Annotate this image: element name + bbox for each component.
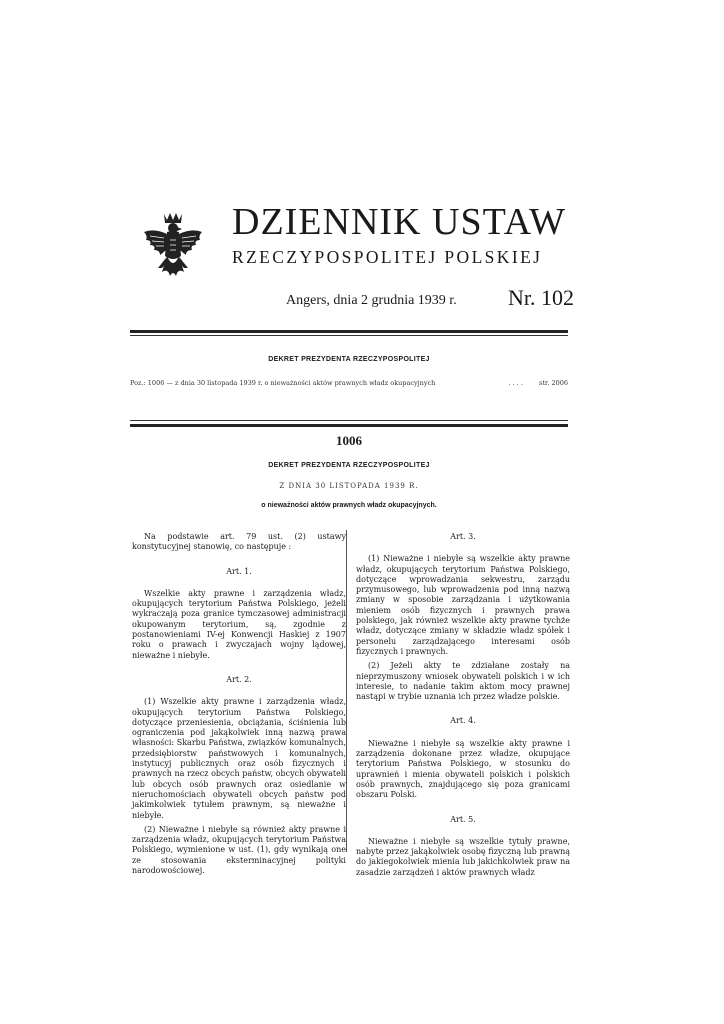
art3-heading: Art. 3. — [450, 532, 476, 541]
masthead-rule-thick — [130, 330, 568, 333]
contents-text: — z dnia 30 listopada 1939 r. o nieważności aktów prawnych władz okupacyjnych — [166, 379, 436, 387]
art2-heading: Art. 2. — [226, 674, 252, 684]
art3-paragraph-2: (2) Jeżeli akty te zdziałane zostały na nieprzymuszony wniosek obywateli polskich i w ich interesie, to nadanie takim aktom mocy prawnej nastąpi w trybie uznania ich przez władze polskie. — [356, 661, 570, 702]
polish-eagle-emblem-icon — [140, 210, 206, 288]
art5-text: Nieważne i niebyłe są wszelkie tytuły prawne, nabyte przez jakąkolwiek osobę fizyczną lub prawną do jakiegokolwiek mienia lub jakichkolwiek praw na zasadzie zarządzeń i aktów prawnych władz — [356, 836, 570, 877]
contents-leader: . . . . — [508, 379, 523, 387]
act-type: DEKRET PREZYDENTA RZECZYPOSPOLITEJ — [268, 462, 430, 469]
act-date: Z DNIA 30 LISTOPADA 1939 R. — [279, 482, 419, 490]
act-title: o nieważności aktów prawnych władz okupacyjnych. — [261, 502, 437, 509]
art1-heading: Art. 1. — [226, 566, 252, 576]
contents-heading: DEKRET PREZYDENTA RZECZYPOSPOLITEJ — [268, 356, 430, 363]
art1-text: Wszelkie akty prawne i zarządzenia władz, okupujących terytorium Państwa Polskiego, jeżeli wykraczają poza granice tymczasowej administracji okupowanym terytorium, są, zgodnie z postanowieniami IV-ej Konwencji Haskiej z 1907 roku o prawach i zwyczajach wojny lądowej, nieważne i niebyłe. — [132, 588, 346, 660]
contents-position: 1006 — [147, 379, 165, 387]
contents-prefix: Poz.: — [130, 379, 146, 387]
preamble: Na podstawie art. 79 ust. (2) ustawy konstytucyjnej stanowię, co następuje : — [132, 532, 346, 552]
art5-heading: Art. 5. — [450, 814, 476, 824]
masthead-rule-thin — [130, 335, 568, 336]
art4-heading: Art. 4. — [450, 716, 476, 726]
journal-subtitle: RZECZYPOSPOLITEJ POLSKIEJ — [232, 247, 543, 267]
contents-entry — [130, 379, 568, 387]
issue-dateline: Angers, dnia 2 grudnia 1939 r. — [286, 293, 457, 308]
contents-rule-thick — [130, 424, 568, 427]
contents-page: str. 2006 — [538, 379, 568, 387]
art2-paragraph-2: (2) Nieważne i niebyłe są również akty prawne i zarządzenia władz, okupujących terytorium Państwa Polskiego, wymienione w ust. (1), gdy wynikają one ze stosowania eksterminacyjnej polityki narodowościowej. — [132, 824, 346, 876]
left-column — [132, 532, 346, 880]
art4-text: Nieważne i niebyłe są wszelkie akty prawne i zarządzenia dokonane przez władze, okupujące terytorium Państwa Polskiego, w stosunku do uprawnień i mienia obywateli polskich i polskich osób prawnych, znajdującego się poza granicami obszaru Polski. — [356, 738, 570, 800]
act-number: 1006 — [336, 433, 362, 448]
contents-rule-thin — [130, 420, 568, 421]
column-divider — [346, 530, 347, 852]
journal-title: DZIENNIK USTAW — [232, 201, 567, 243]
art2-paragraph-1: (1) Wszelkie akty prawne i zarządzenia władz, okupujących terytorium Państwa Polskiego, dotyczące przeniesienia, obciążania, ściśnienia lub ograniczenia pod jakąkolwiek inną nazwą prawa własności: Skarbu Państwa, związków komunalnych, przedsiębiorstw państwowych i komunalnych, instytucyj publicznych oraz osób fizycznych i prawnych na rzecz obcych państw, obcych obywateli lub obcych osób prawnych oraz osiedlanie w nieruchomościach obywateli obcych państw pod jakimkolwiek tytułem prawnym, są nieważne i niebyłe. — [132, 697, 346, 820]
right-column — [356, 532, 570, 882]
issue-number: Nr. 102 — [508, 285, 574, 310]
art3-paragraph-1: (1) Nieważne i niebyłe są wszelkie akty prawne władz, okupujących terytorium Państwa Polskiego, dotyczące wprowadzania sekwestru, zarządu przymusowego, lub wprowadzenia pod inną nazwą zmiany w sposobie zarządzania i użytkowania mieniem osób fizycznych i prawnych prawa polskiego, jak również wszelkie akty prawne tychże władz, dotyczące zmiany w składzie władz spółek i personelu zarządzającego interesami osób fizycznych i prawnych. — [356, 554, 570, 656]
